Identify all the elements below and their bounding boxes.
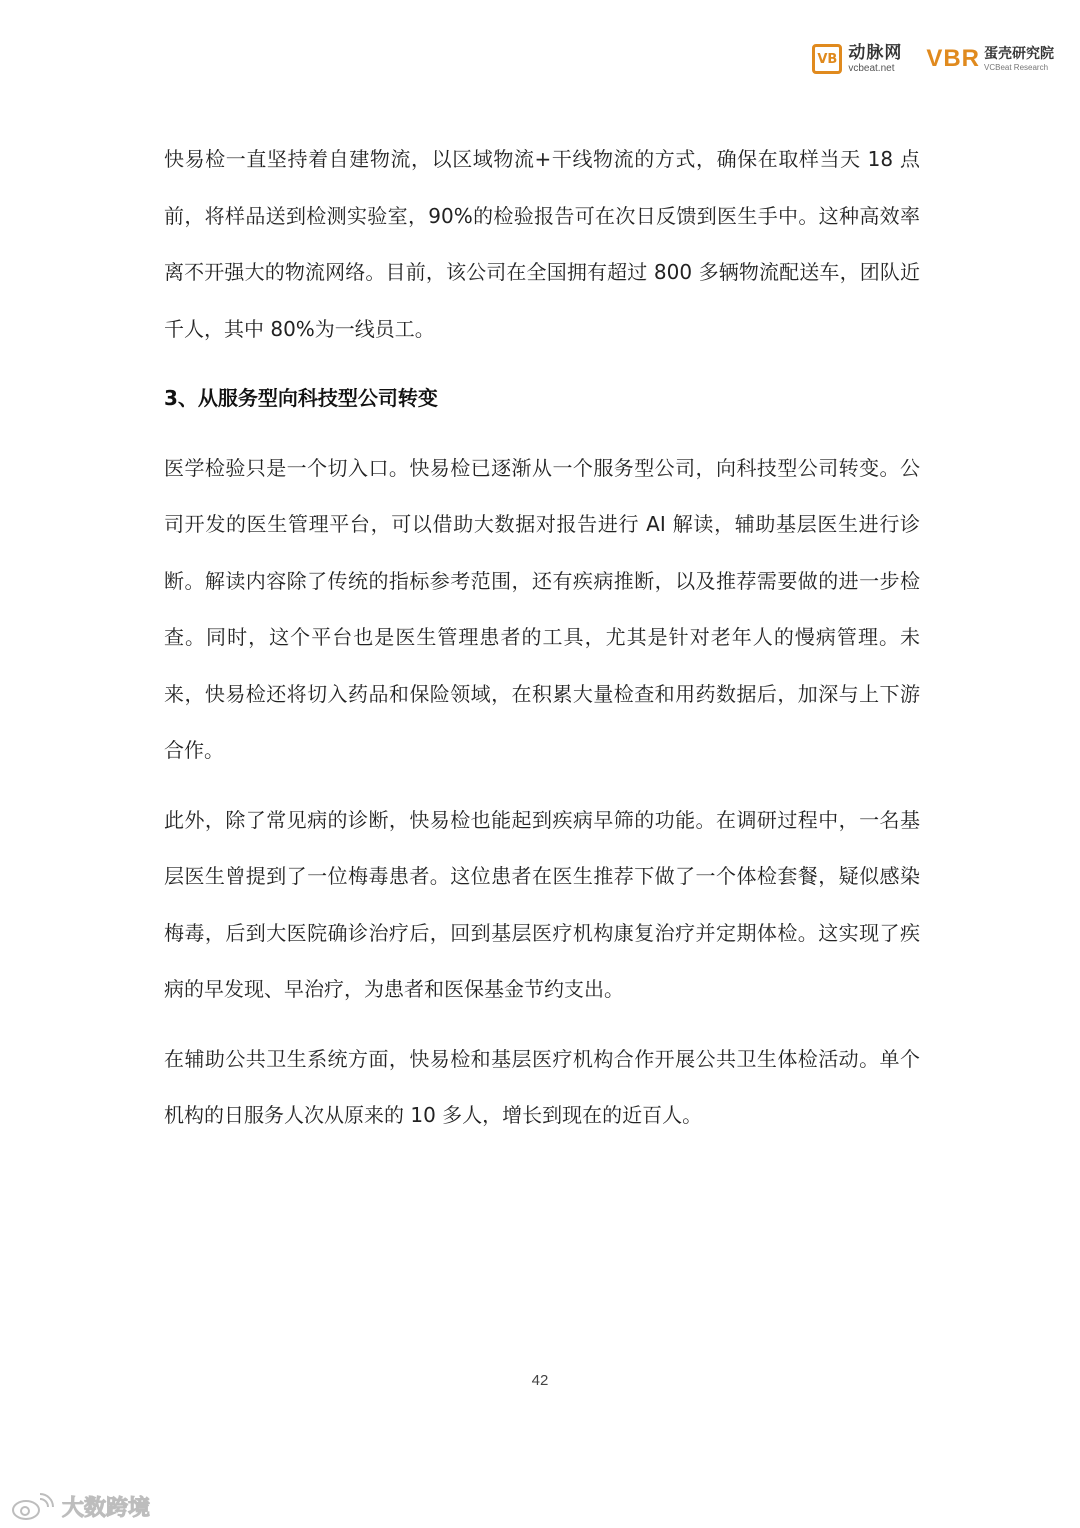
paragraph-logistics: 快易检一直坚持着自建物流，以区域物流+干线物流的方式，确保在取样当天 18 点前，将样品送到检测实验室，90%的检验报告可在次日反馈到医生手中。这种高效率离不开强大的物流网络。目前，该公司在全国拥有超过 800 多辆物流配送车，团队近千人，其中 80%为一线员工。: [164, 147, 920, 341]
vcbeat-logo-icon: VB: [812, 44, 842, 74]
vbr-logo-text: [984, 47, 1054, 72]
page-number: 42: [531, 1372, 549, 1389]
watermark-text: 大数跨境: [62, 1496, 151, 1521]
vbr-en-name: VCBeat Research: [984, 62, 1049, 72]
vcbeat-logo-text: [848, 42, 903, 74]
weibo-icon: [10, 1493, 56, 1521]
paragraph-public-health: 在辅助公共卫生系统方面，快易检和基层医疗机构合作开展公共卫生体检活动。单个机构的日服务人次从原来的 10 多人，增长到现在的近百人。: [164, 1046, 920, 1127]
vcbeat-en-name: vcbeat.net: [848, 62, 895, 74]
header-logos: [812, 44, 1054, 74]
vbr-logo-icon: VBR: [926, 45, 980, 72]
paragraph-early-screening: 此外，除了常见病的诊断，快易检也能起到疾病早筛的功能。在调研过程中，一名基层医生曾提到了一位梅毒患者。这位患者在医生推荐下做了一个体检套餐，疑似感染梅毒，后到大医院确诊治疗后，回到基层医疗机构康复治疗并定期体检。这实现了疾病的早发现、早治疗，为患者和医保基金节约支出。: [164, 807, 920, 1001]
document-body: [164, 131, 920, 1157]
section-heading: 3、从服务型向科技型公司转变: [164, 386, 438, 410]
paragraph-tech-transition: 医学检验只是一个切入口。快易检已逐渐从一个服务型公司，向科技型公司转变。公司开发的医生管理平台，可以借助大数据对报告进行 AI 解读，辅助基层医生进行诊断。解读内容除了传统的指标参考范围，还有疾病推断，以及推荐需要做的进一步检查。同时，这个平台也是医生管理患者的工具，尤其是针对老年人的慢病管理。未来，快易检还将切入药品和保险领域，在积累大量检查和用药数据后，加深与上下游合作。: [164, 455, 920, 762]
vcbeat-cn-name: 动脉网: [848, 42, 903, 63]
vbr-cn-name: 蛋壳研究院: [984, 45, 1054, 62]
watermark: [10, 1491, 150, 1522]
vcbeat-logo: [812, 44, 902, 74]
vbr-logo: [926, 45, 1054, 73]
